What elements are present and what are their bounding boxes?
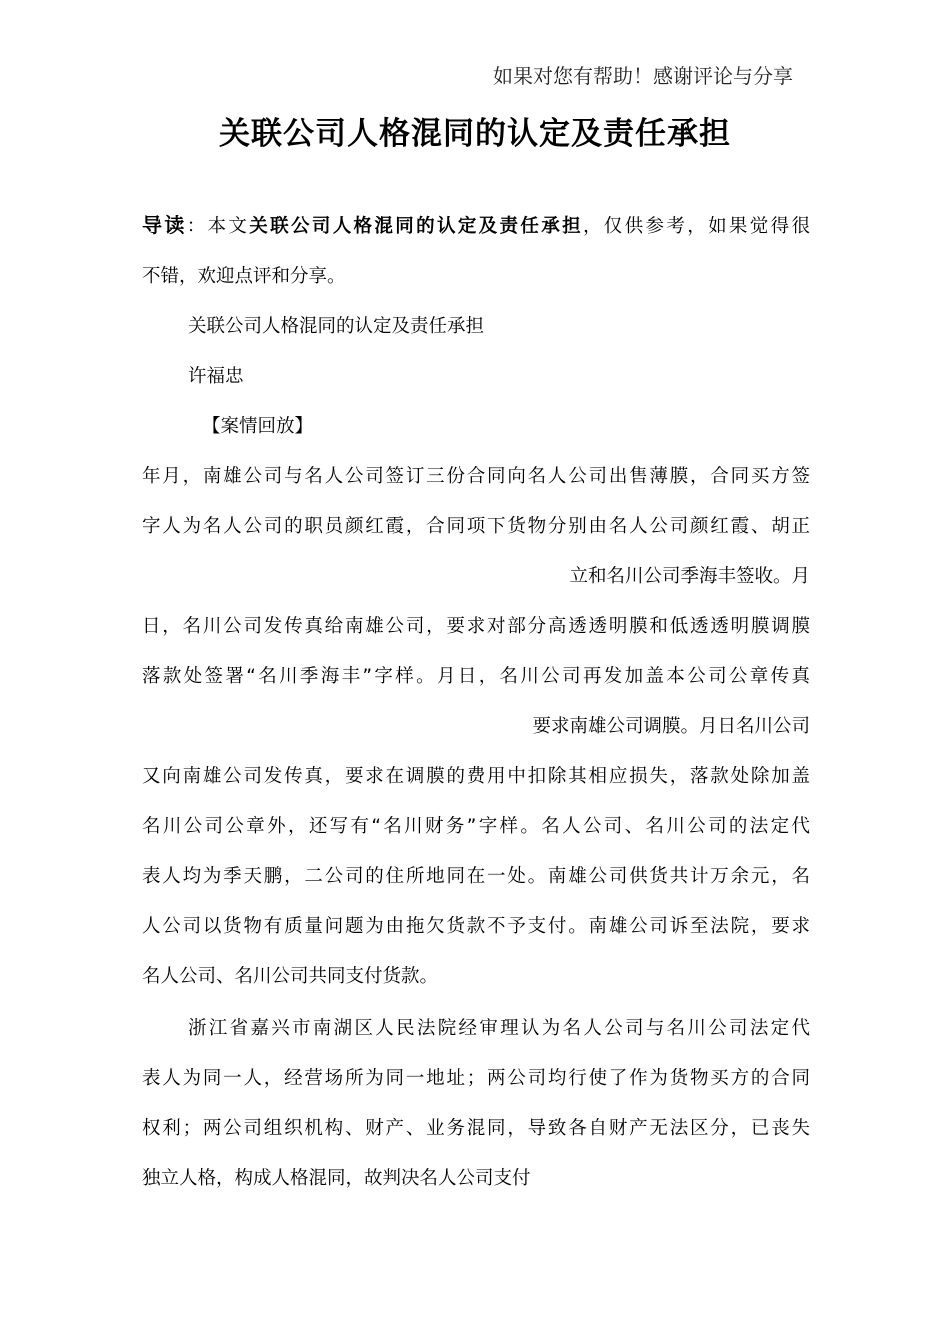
court-line: 独立人格，构成人格混同，故判决名人公司支付 — [142, 1168, 531, 1189]
lead-paragraph-line-2: 不错，欢迎点评和分享。 — [142, 266, 346, 287]
court-line: 表人为同一人，经营场所为同一地址；两公司均行使了作为货物买方的合同 — [142, 1068, 810, 1089]
case-line: 字人为名人公司的职员颜红霞，合同项下货物分别由名人公司颜红霞、胡正 — [142, 516, 810, 537]
lead-colon: ： — [186, 216, 208, 237]
lead-bold-title: 关联公司人格混同的认定及责任承担 — [249, 216, 583, 237]
document-body — [142, 200, 810, 1204]
document-title: 关联公司人格混同的认定及责任承担 — [219, 116, 731, 152]
header-note: 如果对您有帮助！感谢评论与分享 — [493, 64, 793, 88]
lead-label: 导读 — [142, 213, 187, 237]
case-line: 名川公司公章外，还写有“名川财务”字样。名人公司、名川公司的法定代 — [142, 816, 810, 837]
case-line: 表人均为季天鹏，二公司的住所地同在一处。南雄公司供货共计万余元，名 — [142, 866, 810, 887]
court-line: 权利；两公司组织机构、财产、业务混同，导致各自财产无法区分，已丧失 — [142, 1118, 810, 1139]
lead-paragraph-line-1 — [142, 200, 810, 252]
case-line: 又向南雄公司发传真，要求在调膜的费用中扣除其相应损失，落款处除加盖 — [142, 766, 810, 787]
author: 许福忠 — [188, 366, 244, 387]
section-heading: 【案情回放】 — [202, 416, 314, 437]
case-line: 立和名川公司季海丰签收。月 — [569, 566, 810, 587]
case-line: 人公司以货物有质量问题为由拖欠货款不予支付。南雄公司诉至法院，要求 — [142, 916, 810, 937]
case-line: 落款处签署“名川季海丰”字样。月日，名川公司再发加盖本公司公章传真 — [142, 666, 810, 687]
court-line: 浙江省嘉兴市南湖区人民法院经审理认为名人公司与名川公司法定代 — [188, 1018, 810, 1039]
lead-line1-rest: ，仅供参考，如果觉得很 — [582, 216, 810, 237]
lead-prefix: 本文 — [207, 216, 250, 237]
case-line: 名人公司、名川公司共同支付货款。 — [142, 966, 439, 987]
subtitle: 关联公司人格混同的认定及责任承担 — [188, 316, 485, 337]
case-line: 日，名川公司发传真给南雄公司，要求对部分高透透明膜和低透透明膜调膜 — [142, 616, 810, 637]
case-line: 年月，南雄公司与名人公司签订三份合同向名人公司出售薄膜，合同买方签 — [142, 466, 810, 487]
case-line: 要求南雄公司调膜。月日名川公司 — [532, 716, 810, 737]
